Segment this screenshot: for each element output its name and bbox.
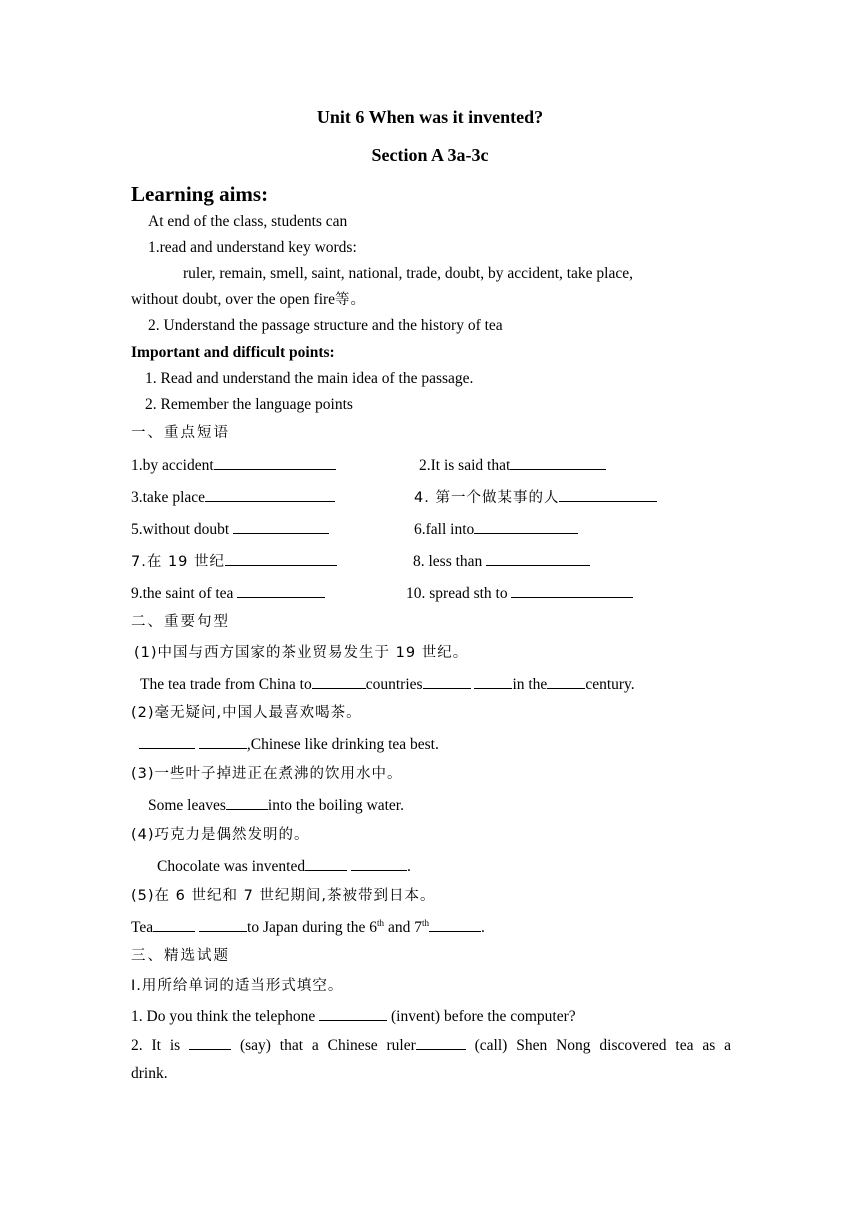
phrase-text: 9.the saint of tea bbox=[131, 585, 234, 602]
key-words-text: without doubt, over the open fire bbox=[131, 291, 336, 308]
question-text: (invent) before the computer? bbox=[391, 1008, 576, 1025]
answer-blank[interactable] bbox=[214, 454, 336, 470]
phrase-text: 4. 第一个做某事的人 bbox=[414, 490, 560, 506]
aims-item-2: 2. Understand the passage structure and the history of tea bbox=[148, 317, 503, 334]
answer-blank[interactable] bbox=[225, 550, 337, 566]
phrase-text: 6.fall into bbox=[414, 521, 475, 538]
question-2-continued: drink. bbox=[131, 1065, 168, 1082]
section-2-heading: 二、重要句型 bbox=[131, 614, 230, 630]
sentence-3-english bbox=[148, 794, 404, 816]
sentence-2-english bbox=[139, 733, 439, 755]
phrase-text: 1.by accident bbox=[131, 457, 214, 474]
key-words-suffix: 等。 bbox=[335, 292, 367, 308]
answer-blank[interactable] bbox=[226, 794, 268, 810]
superscript: th bbox=[421, 917, 429, 928]
answer-blank[interactable] bbox=[237, 582, 325, 598]
answer-blank[interactable] bbox=[511, 582, 633, 598]
sentence-text: countries bbox=[365, 676, 423, 693]
section-3-heading: 三、精选试题 bbox=[131, 948, 230, 964]
question-1 bbox=[131, 1005, 576, 1027]
answer-blank[interactable] bbox=[486, 550, 590, 566]
phrase-item bbox=[419, 454, 606, 476]
answer-blank[interactable] bbox=[510, 454, 606, 470]
answer-blank[interactable] bbox=[423, 673, 471, 689]
points-item-1: 1. Read and understand the main idea of the passage. bbox=[145, 370, 474, 387]
phrase-text: 7.在 19 世纪 bbox=[131, 554, 226, 570]
page-title: Unit 6 When was it invented? bbox=[316, 107, 544, 127]
answer-blank[interactable] bbox=[474, 673, 512, 689]
sentence-4-chinese: (4)巧克力是偶然发明的。 bbox=[131, 827, 310, 843]
answer-blank[interactable] bbox=[474, 518, 578, 534]
answer-blank[interactable] bbox=[559, 486, 657, 502]
answer-blank[interactable] bbox=[205, 486, 335, 502]
answer-blank[interactable] bbox=[351, 855, 407, 871]
sentence-text: century. bbox=[585, 676, 635, 693]
phrase-item bbox=[414, 518, 578, 540]
learning-aims-heading: Learning aims: bbox=[131, 182, 269, 206]
points-item-2: 2. Remember the language points bbox=[145, 396, 353, 413]
sentence-text: The tea trade from China to bbox=[140, 676, 312, 693]
answer-blank[interactable] bbox=[312, 673, 366, 689]
answer-blank[interactable] bbox=[189, 1034, 231, 1050]
question-2 bbox=[131, 1034, 731, 1056]
sentence-text: Chocolate was invented bbox=[157, 858, 306, 875]
sentence-text: to Japan during the 6 bbox=[247, 919, 378, 936]
sentence-text: into the boiling water. bbox=[267, 797, 404, 814]
phrase-item bbox=[406, 582, 633, 604]
phrase-item bbox=[131, 454, 336, 476]
sentence-text: and 7 bbox=[384, 919, 422, 936]
answer-blank[interactable] bbox=[547, 673, 585, 689]
phrase-item bbox=[131, 486, 335, 508]
answer-blank[interactable] bbox=[305, 855, 347, 871]
sentence-text: in the bbox=[512, 676, 548, 693]
sentence-2-chinese: (2)毫无疑问,中国人最喜欢喝茶。 bbox=[131, 705, 362, 721]
phrase-text: 8. less than bbox=[413, 553, 483, 570]
page-subtitle: Section A 3a-3c bbox=[371, 145, 489, 165]
question-text: (call) Shen Nong discovered tea as a bbox=[474, 1037, 732, 1054]
section-1-heading: 一、重点短语 bbox=[131, 425, 230, 441]
key-words-line-1: ruler, remain, smell, saint, national, trade, doubt, by accident, take place, bbox=[183, 265, 634, 282]
question-text: (say) that a Chinese ruler bbox=[239, 1037, 416, 1054]
sentence-text: . bbox=[406, 858, 411, 875]
phrase-item bbox=[414, 486, 657, 508]
sentence-5-english bbox=[131, 916, 485, 938]
answer-blank[interactable] bbox=[233, 518, 329, 534]
answer-blank[interactable] bbox=[429, 916, 481, 932]
sentence-5-chinese: (5)在 6 世纪和 7 世纪期间,茶被带到日本。 bbox=[131, 888, 436, 904]
answer-blank[interactable] bbox=[199, 733, 247, 749]
aims-item-1: 1.read and understand key words: bbox=[148, 239, 357, 256]
sentence-text: ,Chinese like drinking tea best. bbox=[246, 736, 439, 753]
aims-intro: At end of the class, students can bbox=[148, 213, 348, 230]
sentence-1-chinese: (1)中国与西方国家的茶业贸易发生于 19 世纪。 bbox=[134, 645, 469, 661]
sentence-text: Tea bbox=[131, 919, 154, 936]
sentence-text: Some leaves bbox=[148, 797, 226, 814]
phrase-item bbox=[131, 518, 329, 540]
answer-blank[interactable] bbox=[416, 1034, 466, 1050]
question-text: 1. Do you think the telephone bbox=[131, 1008, 316, 1025]
phrase-text: 10. spread sth to bbox=[406, 585, 508, 602]
phrase-text: 3.take place bbox=[131, 489, 206, 506]
phrase-text: 5.without doubt bbox=[131, 521, 230, 538]
answer-blank[interactable] bbox=[139, 733, 195, 749]
phrase-text: 2.It is said that bbox=[419, 457, 511, 474]
sentence-3-chinese: (3)一些叶子掉进正在煮沸的饮用水中。 bbox=[131, 766, 403, 782]
phrase-item bbox=[131, 550, 337, 572]
phrase-item bbox=[131, 582, 325, 604]
points-heading: Important and difficult points: bbox=[131, 344, 335, 361]
key-words-line-2 bbox=[131, 290, 366, 310]
answer-blank[interactable] bbox=[319, 1005, 387, 1021]
phrase-item bbox=[413, 550, 590, 572]
answer-blank[interactable] bbox=[199, 916, 247, 932]
question-text: 2. It is bbox=[131, 1037, 181, 1054]
part-1-instructions: Ⅰ.用所给单词的适当形式填空。 bbox=[131, 978, 344, 994]
answer-blank[interactable] bbox=[153, 916, 195, 932]
superscript: th bbox=[377, 917, 385, 928]
sentence-4-english bbox=[157, 855, 411, 877]
sentence-text: . bbox=[480, 919, 485, 936]
sentence-1-english bbox=[140, 673, 635, 695]
